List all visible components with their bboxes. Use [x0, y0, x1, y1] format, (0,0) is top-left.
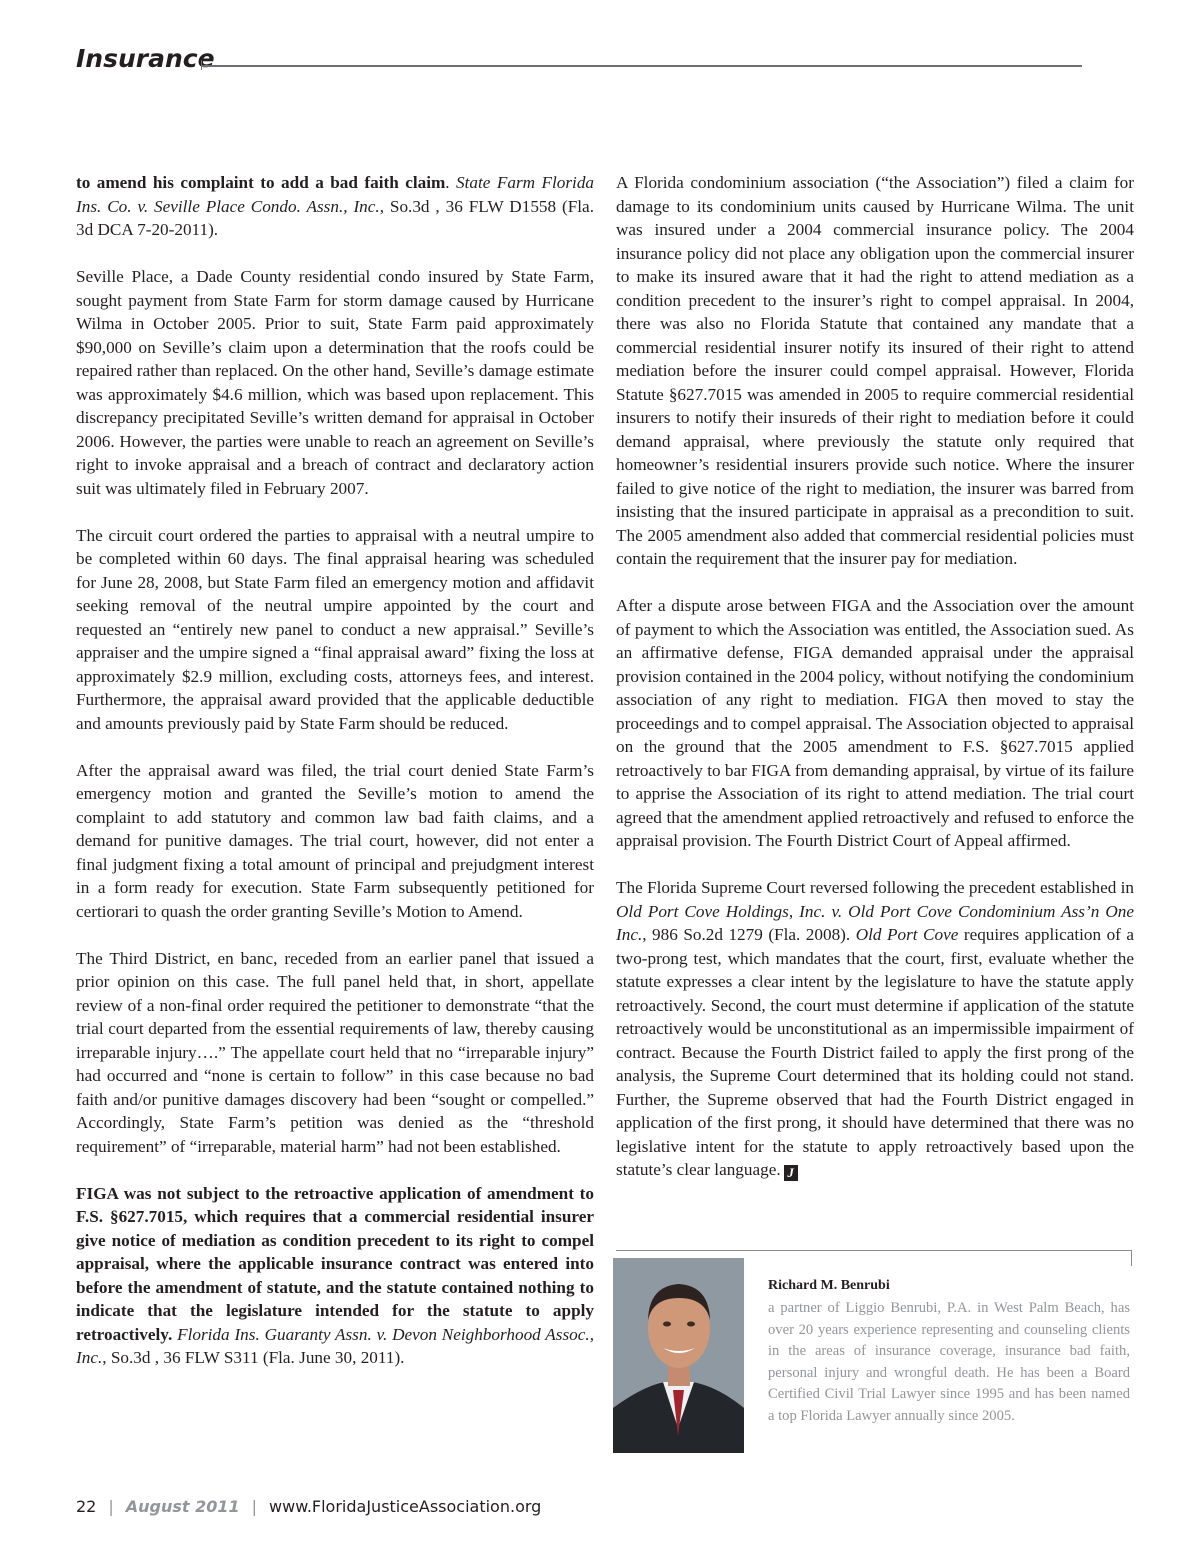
paragraph-9: [616, 876, 1134, 1182]
text-run: requires application of a two-prong test, which mandates that the court, first, evaluate whether the statute expresses a clear intent by the legislature to have the statute apply retroactively. Second, the court must determine if application of the statute retroactively would be unconstitutional as an impermissible impairment of contract. Because the Fourth District failed to apply the first prong of the analysis, the Supreme Court determined that its holding could not stand. Further, the Supreme observed that had the Fourth District engaged in application of the first prong, it should have determined that there was no legislative intent for the statute to apply retroactively based upon the statute’s clear language.: [616, 925, 1135, 1179]
paragraph-1: [76, 171, 594, 242]
page-header: [76, 44, 1082, 80]
paragraph-2: Seville Place, a Dade County residential condo insured by State Farm, sought payment from State Farm for storm damage caused by Hurricane Wilma in October 2005. Prior to suit, State Farm paid approximately $90,000 on Seville’s claim upon a determination that the roofs could be repaired rather than replaced. On the other hand, Seville’s damage estimate was approximately $4.6 million, which was based upon replacement. This discrepancy precipitated Seville’s written demand for appraisal in October 2006. However, the parties were unable to reach an agreement on Seville’s right to invoke appraisal and a breach of contract and declaratory action suit was ultimately filed in February 2007.: [76, 267, 594, 498]
page-number: 22: [76, 1497, 97, 1516]
case-citation: Florida Ins. Guaranty Assn. v. Devon Neighborhood Assoc., Inc.: [76, 1324, 595, 1367]
case-citation-short: Old Port Cove: [855, 925, 959, 944]
author-description: a partner of Liggio Benrubi, P.A. in West Palm Beach, has over 20 years experience representing and counseling clients in the areas of insurance coverage, insurance bad faith, personal injury and wrongful death. He has been a Board Certified Civil Trial Lawyer since 1995 and has been named a top Florida Lawyer annually since 2005.: [768, 1300, 1130, 1424]
author-portrait-image: [613, 1258, 744, 1453]
left-column: [76, 171, 594, 1393]
paragraph-3: The circuit court ordered the parties to appraisal with a neutral umpire to be completed within 60 days. The final appraisal hearing was scheduled for June 28, 2008, but State Farm filed an emergency motion and affidavit seeking removal of the neutral umpire appointed by the court and requested an “entirely new panel to conduct a new appraisal.” Seville’s appraiser and the umpire signed a “final appraisal award” fixing the loss at approximately $2.9 million, excluding costs, attorneys fees, and interest. Furthermore, the appraisal award provided that the applicable deductible and amounts previously paid by State Farm should be reduced.: [76, 525, 594, 733]
case-holding-lead: FIGA was not subject to the retroactive application of amendment to F.S. §627.7015, which requires that a commercial residential insurer give notice of mediation as condition precedent to its right to compel appraisal, where the applicable insurance contract was entered into before the amendment of statute, and the statute contained nothing to indicate that the legislature intended for the statute to apply retroactively.: [76, 1183, 594, 1344]
case-citation: Old Port Cove Holdings, Inc. v. Old Port Cove Condominium Ass’n One Inc.: [616, 901, 1134, 944]
issue-date: August 2011: [125, 1497, 240, 1516]
section-title: Insurance: [76, 44, 215, 73]
case-holding-lead: to amend his complaint to add a bad faith claim: [76, 173, 446, 192]
author-bio: [768, 1276, 1130, 1427]
page-footer: [76, 1497, 541, 1521]
case-citation: State Farm Florida Ins. Co. v. Seville Place Condo. Assn., Inc.: [76, 173, 595, 216]
text-run: The Florida Supreme Court reversed following the precedent established in: [616, 878, 1134, 897]
text-run: , 986 So.2d 1279 (Fla. 2008).: [642, 925, 856, 944]
author-name: Richard M. Benrubi: [768, 1278, 890, 1293]
punctuation: .: [445, 173, 457, 192]
bio-divider-tick: [1131, 1250, 1132, 1266]
citation-tail: , So.3d , 36 FLW S311 (Fla. June 30, 2011).: [102, 1348, 405, 1367]
paragraph-7: A Florida condominium association (“the Association”) filed a claim for damage to its condominium units caused by Hurricane Wilma. The unit was insured under a 2004 commercial insurance policy. The 2004 insurance policy did not place any obligation upon the commercial insurer to make its insured aware that it had the right to attend mediation as a condition precedent to the insurer’s right to compel appraisal. In 2004, there was also no Florida Statute that contained any mandate that a commercial residential insurer notify its insured of their right to attend mediation before the insurer could compel appraisal. However, Florida Statute §627.7015 was amended in 2005 to require commercial residential insurers to notify their insureds of their right to mediation before it could demand appraisal, where previously the statute only required that homeowner’s residential insurers provide such notice. Where the insurer failed to give notice of the right to mediation, the insurer was barred from insisting that the insured participate in appraisal as a precondition to suit. The 2005 amendment also added that commercial residential policies must contain the requirement that the insurer pay for mediation.: [616, 173, 1134, 568]
header-rule: [201, 65, 1082, 67]
footer-separator: |: [108, 1497, 114, 1516]
end-of-article-icon: J: [784, 1165, 798, 1181]
footer-separator: |: [251, 1497, 258, 1516]
bio-divider: [616, 1250, 1132, 1251]
paragraph-8: After a dispute arose between FIGA and the Association over the amount of payment to which the Association was entitled, the Association sued. As an affirmative defense, FIGA demanded appraisal under the appraisal provision contained in the 2004 policy, without notifying the condominium association of any right to mediation. FIGA then moved to stay the proceedings and to compel appraisal. The Association objected to appraisal on the ground that the 2005 amendment to F.S. §627.7015 applied retroactively to bar FIGA from demanding appraisal, by virtue of its failure to apprise the Association of its right to attend mediation. The trial court agreed that the amendment applied retroactively and refused to enforce the appraisal provision. The Fourth District Court of Appeal affirmed.: [616, 596, 1134, 850]
website-link[interactable]: www.FloridaJusticeAssociation.org: [269, 1497, 542, 1516]
paragraph-5: The Third District, en banc, receded from an earlier panel that issued a prior opinion on this case. The full panel held that, in short, appellate review of a non-final order required the petitioner to demonstrate “that the trial court departed from the essential requirements of law, thereby causing irreparable injury….” The appellate court held that no “irreparable injury” had occurred and “none is certain to follow” in this case because no bad faith and/or punitive damages discovery had been “sought or compelled.” Accordingly, State Farm’s petition was denied as the “threshold requirement” of “irreparable, material harm” had not been established.: [76, 948, 594, 1156]
paragraph-4: After the appraisal award was filed, the trial court denied State Farm’s emergency motion and granted the Seville’s motion to amend the complaint to add statutory and common law bad faith claims, and a demand for punitive damages. The trial court, however, did not enter a final judgment fixing a total amount of principal and prejudgment interest in a form ready for execution. State Farm subsequently petitioned for certiorari to quash the order granting Seville’s Motion to Amend.: [76, 760, 594, 921]
author-photo: [613, 1258, 744, 1453]
paragraph-6: [76, 1182, 594, 1370]
right-column: [616, 171, 1134, 1205]
citation-tail: , So.3d , 36 FLW D1558 (Fla. 3d DCA 7-20-2011).: [76, 196, 594, 239]
